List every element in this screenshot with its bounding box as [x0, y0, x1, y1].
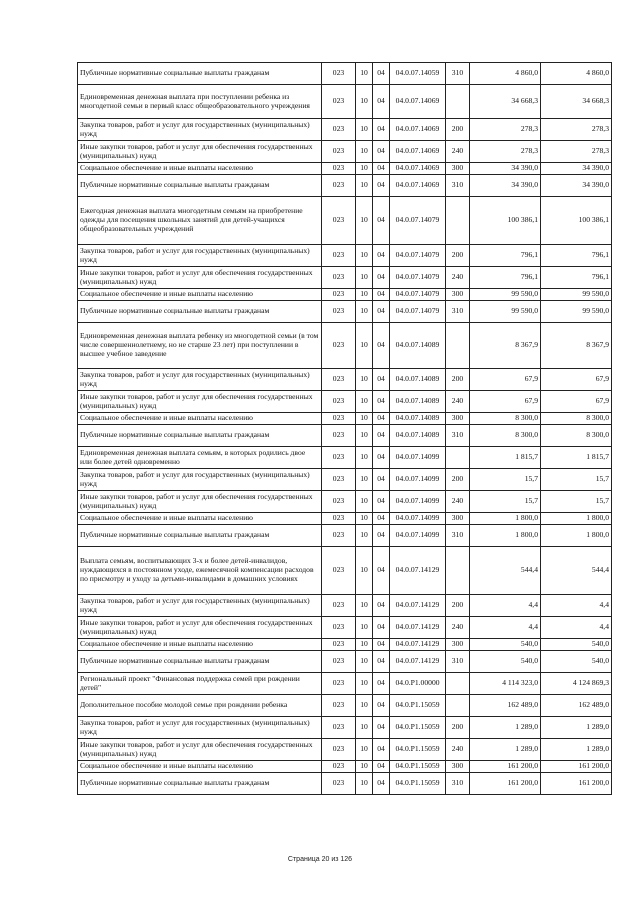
section-code-cell: 10 [356, 245, 373, 267]
amount-year2-cell: 540,0 [541, 639, 612, 651]
table-row [78, 547, 612, 595]
subsection-code-cell: 04 [373, 773, 390, 795]
table-row [78, 525, 612, 547]
expense-type-cell: 240 [446, 391, 470, 413]
amount-year1-cell: 1 289,0 [470, 739, 541, 761]
row-name-cell: Социальное обеспечение и иные выплаты населению [78, 761, 322, 773]
ved-code-cell: 023 [322, 323, 356, 369]
amount-year1-cell: 67,9 [470, 391, 541, 413]
subsection-code-cell: 04 [373, 673, 390, 695]
ved-code-cell: 023 [322, 413, 356, 425]
row-name-cell: Единовременная денежная выплата ребенку из многодетной семьи (в том числе совершеннолетнему, но не старше 23 лет) при поступлении в высшее учебное заведение [78, 323, 322, 369]
row-name-cell: Закупка товаров, работ и услуг для государственных (муниципальных) нужд [78, 469, 322, 491]
amount-year1-cell: 544,4 [470, 547, 541, 595]
subsection-code-cell: 04 [373, 323, 390, 369]
amount-year1-cell: 15,7 [470, 469, 541, 491]
subsection-code-cell: 04 [373, 85, 390, 119]
target-article-cell: 04.0.07.14089 [390, 391, 446, 413]
subsection-code-cell: 04 [373, 595, 390, 617]
amount-year2-cell: 544,4 [541, 547, 612, 595]
amount-year1-cell: 1 800,0 [470, 525, 541, 547]
amount-year1-cell: 34 668,3 [470, 85, 541, 119]
subsection-code-cell: 04 [373, 141, 390, 163]
section-code-cell: 10 [356, 413, 373, 425]
expense-type-cell: 300 [446, 413, 470, 425]
table-row [78, 447, 612, 469]
expense-type-cell [446, 85, 470, 119]
amount-year1-cell: 796,1 [470, 245, 541, 267]
table-row [78, 761, 612, 773]
section-code-cell: 10 [356, 141, 373, 163]
amount-year1-cell: 161 200,0 [470, 761, 541, 773]
amount-year1-cell: 4,4 [470, 617, 541, 639]
target-article-cell: 04.0.07.14129 [390, 617, 446, 639]
section-code-cell: 10 [356, 617, 373, 639]
expense-type-cell: 200 [446, 595, 470, 617]
amount-year1-cell: 162 489,0 [470, 695, 541, 717]
page-number: Страница 20 из 126 [287, 856, 353, 863]
ved-code-cell: 023 [322, 197, 356, 245]
subsection-code-cell: 04 [373, 175, 390, 197]
section-code-cell: 10 [356, 651, 373, 673]
section-code-cell: 10 [356, 469, 373, 491]
expense-type-cell [446, 673, 470, 695]
expense-type-cell: 200 [446, 119, 470, 141]
amount-year2-cell: 34 390,0 [541, 175, 612, 197]
row-name-cell: Единовременная денежная выплата семьям, в которых родились двое или более детей одновременно [78, 447, 322, 469]
ved-code-cell: 023 [322, 369, 356, 391]
table-row [78, 469, 612, 491]
amount-year2-cell: 1 800,0 [541, 513, 612, 525]
target-article-cell: 04.0.07.14079 [390, 197, 446, 245]
section-code-cell: 10 [356, 695, 373, 717]
row-name-cell: Публичные нормативные социальные выплаты гражданам [78, 773, 322, 795]
table-row [78, 651, 612, 673]
target-article-cell: 04.0.07.14079 [390, 301, 446, 323]
table-row [78, 491, 612, 513]
amount-year1-cell: 278,3 [470, 141, 541, 163]
ved-code-cell: 023 [322, 175, 356, 197]
table-row [78, 425, 612, 447]
row-name-cell: Закупка товаров, работ и услуг для государственных (муниципальных) нужд [78, 245, 322, 267]
ved-code-cell: 023 [322, 761, 356, 773]
expense-type-cell: 300 [446, 639, 470, 651]
amount-year2-cell: 161 200,0 [541, 761, 612, 773]
amount-year2-cell: 34 668,3 [541, 85, 612, 119]
subsection-code-cell: 04 [373, 469, 390, 491]
row-name-cell: Иные закупки товаров, работ и услуг для обеспечения государственных (муниципальных) нужд [78, 141, 322, 163]
expense-type-cell: 300 [446, 163, 470, 175]
target-article-cell: 04.0.07.14089 [390, 369, 446, 391]
amount-year1-cell: 8 300,0 [470, 425, 541, 447]
subsection-code-cell: 04 [373, 617, 390, 639]
table-row [78, 717, 612, 739]
amount-year1-cell: 15,7 [470, 491, 541, 513]
subsection-code-cell: 04 [373, 695, 390, 717]
amount-year1-cell: 100 386,1 [470, 197, 541, 245]
section-code-cell: 10 [356, 289, 373, 301]
target-article-cell: 04.0.07.14099 [390, 513, 446, 525]
target-article-cell: 04.0.07.14069 [390, 85, 446, 119]
table-row [78, 773, 612, 795]
subsection-code-cell: 04 [373, 301, 390, 323]
table-row [78, 323, 612, 369]
ved-code-cell: 023 [322, 289, 356, 301]
expense-type-cell: 200 [446, 469, 470, 491]
table-row [78, 245, 612, 267]
amount-year2-cell: 34 390,0 [541, 163, 612, 175]
expense-type-cell: 200 [446, 245, 470, 267]
row-name-cell: Иные закупки товаров, работ и услуг для обеспечения государственных (муниципальных) нужд [78, 267, 322, 289]
expense-type-cell: 240 [446, 141, 470, 163]
ved-code-cell: 023 [322, 447, 356, 469]
section-code-cell: 10 [356, 525, 373, 547]
ved-code-cell: 023 [322, 85, 356, 119]
row-name-cell: Выплата семьям, воспитывающих 3-х и более детей-инвалидов, нуждающихся в постоянном уходе, ежемесячной компенсации расходов по присмотру и уходу за детьми-инвалидами в домашних условиях [78, 547, 322, 595]
expense-type-cell: 310 [446, 773, 470, 795]
section-code-cell: 10 [356, 175, 373, 197]
ved-code-cell: 023 [322, 617, 356, 639]
table-row [78, 595, 612, 617]
row-name-cell: Социальное обеспечение и иные выплаты населению [78, 163, 322, 175]
amount-year1-cell: 99 590,0 [470, 301, 541, 323]
row-name-cell: Социальное обеспечение и иные выплаты населению [78, 639, 322, 651]
row-name-cell: Иные закупки товаров, работ и услуг для обеспечения государственных (муниципальных) нужд [78, 617, 322, 639]
subsection-code-cell: 04 [373, 761, 390, 773]
amount-year2-cell: 15,7 [541, 491, 612, 513]
row-name-cell: Социальное обеспечение и иные выплаты населению [78, 289, 322, 301]
table-row [78, 163, 612, 175]
amount-year2-cell: 100 386,1 [541, 197, 612, 245]
amount-year2-cell: 8 300,0 [541, 413, 612, 425]
section-code-cell: 10 [356, 119, 373, 141]
row-name-cell: Социальное обеспечение и иные выплаты населению [78, 413, 322, 425]
row-name-cell: Ежегодная денежная выплата многодетным семьям на приобретение одежды для посещения школьных занятий для детей-учащихся общеобразовательных учреждений [78, 197, 322, 245]
section-code-cell: 10 [356, 717, 373, 739]
amount-year1-cell: 4 860,0 [470, 63, 541, 85]
expense-type-cell [446, 547, 470, 595]
ved-code-cell: 023 [322, 739, 356, 761]
table-row [78, 391, 612, 413]
expense-type-cell: 300 [446, 761, 470, 773]
row-name-cell: Закупка товаров, работ и услуг для государственных (муниципальных) нужд [78, 595, 322, 617]
table-row [78, 175, 612, 197]
target-article-cell: 04.0.07.14129 [390, 651, 446, 673]
expense-type-cell: 300 [446, 289, 470, 301]
table-row [78, 267, 612, 289]
amount-year2-cell: 4 124 869,3 [541, 673, 612, 695]
section-code-cell: 10 [356, 163, 373, 175]
subsection-code-cell: 04 [373, 119, 390, 141]
section-code-cell: 10 [356, 491, 373, 513]
ved-code-cell: 023 [322, 695, 356, 717]
expense-type-cell: 300 [446, 513, 470, 525]
ved-code-cell: 023 [322, 63, 356, 85]
section-code-cell: 10 [356, 447, 373, 469]
subsection-code-cell: 04 [373, 289, 390, 301]
row-name-cell: Региональный проект "Финансовая поддержка семей при рождении детей" [78, 673, 322, 695]
subsection-code-cell: 04 [373, 639, 390, 651]
table-row [78, 197, 612, 245]
amount-year2-cell: 8 300,0 [541, 425, 612, 447]
amount-year1-cell: 796,1 [470, 267, 541, 289]
table-row [78, 739, 612, 761]
subsection-code-cell: 04 [373, 63, 390, 85]
ved-code-cell: 023 [322, 547, 356, 595]
subsection-code-cell: 04 [373, 369, 390, 391]
table-body [78, 63, 612, 795]
amount-year1-cell: 99 590,0 [470, 289, 541, 301]
expense-type-cell [446, 197, 470, 245]
subsection-code-cell: 04 [373, 739, 390, 761]
ved-code-cell: 023 [322, 267, 356, 289]
amount-year2-cell: 67,9 [541, 391, 612, 413]
ved-code-cell: 023 [322, 301, 356, 323]
section-code-cell: 10 [356, 513, 373, 525]
target-article-cell: 04.0.07.14069 [390, 163, 446, 175]
subsection-code-cell: 04 [373, 391, 390, 413]
amount-year1-cell: 67,9 [470, 369, 541, 391]
section-code-cell: 10 [356, 773, 373, 795]
section-code-cell: 10 [356, 547, 373, 595]
expense-type-cell: 240 [446, 267, 470, 289]
section-code-cell: 10 [356, 595, 373, 617]
target-article-cell: 04.0.P1.15059 [390, 761, 446, 773]
expense-type-cell: 310 [446, 525, 470, 547]
target-article-cell: 04.0.07.14089 [390, 425, 446, 447]
expense-type-cell [446, 447, 470, 469]
row-name-cell: Публичные нормативные социальные выплаты гражданам [78, 175, 322, 197]
section-code-cell: 10 [356, 391, 373, 413]
amount-year1-cell: 4 114 323,0 [470, 673, 541, 695]
target-article-cell: 04.0.07.14089 [390, 323, 446, 369]
subsection-code-cell: 04 [373, 651, 390, 673]
ved-code-cell: 023 [322, 491, 356, 513]
section-code-cell: 10 [356, 63, 373, 85]
expense-type-cell: 310 [446, 175, 470, 197]
amount-year1-cell: 34 390,0 [470, 175, 541, 197]
section-code-cell: 10 [356, 739, 373, 761]
row-name-cell: Закупка товаров, работ и услуг для государственных (муниципальных) нужд [78, 119, 322, 141]
target-article-cell: 04.0.07.14099 [390, 491, 446, 513]
section-code-cell: 10 [356, 639, 373, 651]
subsection-code-cell: 04 [373, 413, 390, 425]
expense-type-cell: 310 [446, 301, 470, 323]
amount-year1-cell: 8 300,0 [470, 413, 541, 425]
amount-year2-cell: 540,0 [541, 651, 612, 673]
row-name-cell: Иные закупки товаров, работ и услуг для обеспечения государственных (муниципальных) нужд [78, 391, 322, 413]
section-code-cell: 10 [356, 425, 373, 447]
table-row [78, 369, 612, 391]
row-name-cell: Публичные нормативные социальные выплаты гражданам [78, 301, 322, 323]
subsection-code-cell: 04 [373, 717, 390, 739]
table-row [78, 513, 612, 525]
amount-year2-cell: 99 590,0 [541, 289, 612, 301]
amount-year2-cell: 8 367,9 [541, 323, 612, 369]
expense-type-cell: 240 [446, 491, 470, 513]
amount-year2-cell: 796,1 [541, 267, 612, 289]
amount-year2-cell: 4,4 [541, 595, 612, 617]
subsection-code-cell: 04 [373, 491, 390, 513]
row-name-cell: Закупка товаров, работ и услуг для государственных (муниципальных) нужд [78, 717, 322, 739]
expense-type-cell: 240 [446, 617, 470, 639]
target-article-cell: 04.0.07.14129 [390, 639, 446, 651]
table-row [78, 301, 612, 323]
ved-code-cell: 023 [322, 141, 356, 163]
section-code-cell: 10 [356, 673, 373, 695]
target-article-cell: 04.0.07.14069 [390, 175, 446, 197]
amount-year2-cell: 278,3 [541, 119, 612, 141]
amount-year1-cell: 8 367,9 [470, 323, 541, 369]
section-code-cell: 10 [356, 301, 373, 323]
expense-type-cell [446, 323, 470, 369]
row-name-cell: Иные закупки товаров, работ и услуг для обеспечения государственных (муниципальных) нужд [78, 491, 322, 513]
row-name-cell: Публичные нормативные социальные выплаты гражданам [78, 525, 322, 547]
expense-type-cell: 200 [446, 369, 470, 391]
section-code-cell: 10 [356, 323, 373, 369]
target-article-cell: 04.0.07.14099 [390, 447, 446, 469]
section-code-cell: 10 [356, 85, 373, 119]
amount-year2-cell: 278,3 [541, 141, 612, 163]
target-article-cell: 04.0.P1.15059 [390, 695, 446, 717]
target-article-cell: 04.0.07.14129 [390, 547, 446, 595]
ved-code-cell: 023 [322, 773, 356, 795]
target-article-cell: 04.0.07.14069 [390, 119, 446, 141]
subsection-code-cell: 04 [373, 245, 390, 267]
expense-type-cell: 310 [446, 651, 470, 673]
row-name-cell: Публичные нормативные социальные выплаты гражданам [78, 425, 322, 447]
amount-year1-cell: 34 390,0 [470, 163, 541, 175]
subsection-code-cell: 04 [373, 197, 390, 245]
amount-year2-cell: 67,9 [541, 369, 612, 391]
target-article-cell: 04.0.07.14079 [390, 245, 446, 267]
amount-year1-cell: 161 200,0 [470, 773, 541, 795]
subsection-code-cell: 04 [373, 525, 390, 547]
amount-year2-cell: 1 289,0 [541, 717, 612, 739]
ved-code-cell: 023 [322, 651, 356, 673]
section-code-cell: 10 [356, 197, 373, 245]
expense-type-cell: 310 [446, 425, 470, 447]
ved-code-cell: 023 [322, 119, 356, 141]
amount-year2-cell: 796,1 [541, 245, 612, 267]
table-row [78, 141, 612, 163]
amount-year1-cell: 540,0 [470, 651, 541, 673]
amount-year2-cell: 1 800,0 [541, 525, 612, 547]
target-article-cell: 04.0.07.14079 [390, 289, 446, 301]
subsection-code-cell: 04 [373, 513, 390, 525]
amount-year2-cell: 1 289,0 [541, 739, 612, 761]
amount-year1-cell: 278,3 [470, 119, 541, 141]
ved-code-cell: 023 [322, 245, 356, 267]
expense-type-cell: 310 [446, 63, 470, 85]
amount-year1-cell: 1 289,0 [470, 717, 541, 739]
table-row [78, 695, 612, 717]
target-article-cell: 04.0.07.14079 [390, 267, 446, 289]
target-article-cell: 04.0.07.14059 [390, 63, 446, 85]
budget-table [77, 62, 612, 795]
subsection-code-cell: 04 [373, 163, 390, 175]
expense-type-cell [446, 695, 470, 717]
target-article-cell: 04.0.P1.15059 [390, 739, 446, 761]
target-article-cell: 04.0.07.14069 [390, 141, 446, 163]
row-name-cell: Единовременная денежная выплата при поступлении ребенка из многодетной семьи в первый класс общеобразовательного учреждения [78, 85, 322, 119]
target-article-cell: 04.0.07.14129 [390, 595, 446, 617]
amount-year1-cell: 1 815,7 [470, 447, 541, 469]
subsection-code-cell: 04 [373, 547, 390, 595]
target-article-cell: 04.0.P1.15059 [390, 717, 446, 739]
ved-code-cell: 023 [322, 391, 356, 413]
target-article-cell: 04.0.07.14099 [390, 469, 446, 491]
target-article-cell: 04.0.07.14099 [390, 525, 446, 547]
table-row [78, 673, 612, 695]
amount-year2-cell: 1 815,7 [541, 447, 612, 469]
subsection-code-cell: 04 [373, 267, 390, 289]
target-article-cell: 04.0.P1.00000 [390, 673, 446, 695]
row-name-cell: Иные закупки товаров, работ и услуг для обеспечения государственных (муниципальных) нужд [78, 739, 322, 761]
amount-year1-cell: 540,0 [470, 639, 541, 651]
table-row [78, 413, 612, 425]
amount-year2-cell: 4,4 [541, 617, 612, 639]
section-code-cell: 10 [356, 267, 373, 289]
amount-year1-cell: 4,4 [470, 595, 541, 617]
table-row [78, 639, 612, 651]
ved-code-cell: 023 [322, 163, 356, 175]
ved-code-cell: 023 [322, 469, 356, 491]
section-code-cell: 10 [356, 761, 373, 773]
row-name-cell: Публичные нормативные социальные выплаты гражданам [78, 63, 322, 85]
expense-type-cell: 240 [446, 739, 470, 761]
expense-type-cell: 200 [446, 717, 470, 739]
ved-code-cell: 023 [322, 525, 356, 547]
ved-code-cell: 023 [322, 513, 356, 525]
section-code-cell: 10 [356, 369, 373, 391]
subsection-code-cell: 04 [373, 447, 390, 469]
row-name-cell: Дополнительное пособие молодой семье при рождении ребенка [78, 695, 322, 717]
ved-code-cell: 023 [322, 639, 356, 651]
ved-code-cell: 023 [322, 717, 356, 739]
table-row [78, 289, 612, 301]
ved-code-cell: 023 [322, 673, 356, 695]
table-row [78, 85, 612, 119]
amount-year2-cell: 162 489,0 [541, 695, 612, 717]
amount-year1-cell: 1 800,0 [470, 513, 541, 525]
amount-year2-cell: 4 860,0 [541, 63, 612, 85]
row-name-cell: Социальное обеспечение и иные выплаты населению [78, 513, 322, 525]
target-article-cell: 04.0.07.14089 [390, 413, 446, 425]
amount-year2-cell: 99 590,0 [541, 301, 612, 323]
subsection-code-cell: 04 [373, 425, 390, 447]
row-name-cell: Закупка товаров, работ и услуг для государственных (муниципальных) нужд [78, 369, 322, 391]
ved-code-cell: 023 [322, 425, 356, 447]
row-name-cell: Публичные нормативные социальные выплаты гражданам [78, 651, 322, 673]
table-row [78, 119, 612, 141]
amount-year2-cell: 15,7 [541, 469, 612, 491]
table-row [78, 617, 612, 639]
table-row [78, 63, 612, 85]
ved-code-cell: 023 [322, 595, 356, 617]
target-article-cell: 04.0.P1.15059 [390, 773, 446, 795]
amount-year2-cell: 161 200,0 [541, 773, 612, 795]
